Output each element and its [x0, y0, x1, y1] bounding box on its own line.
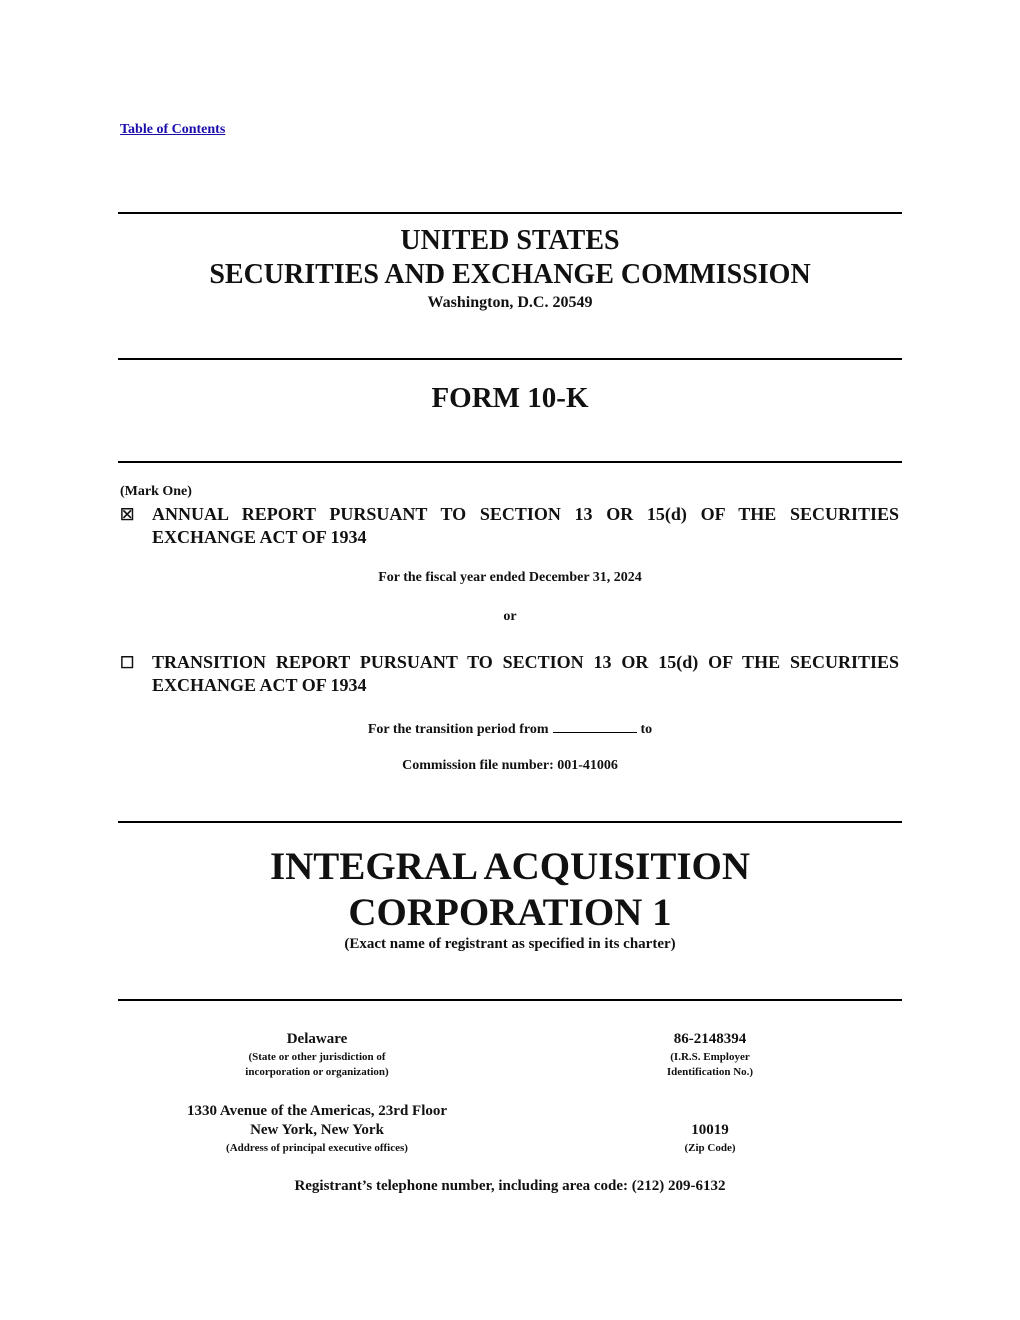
- zip-code-value: 10019: [691, 1122, 729, 1138]
- transition-period-line: [118, 718, 902, 738]
- zip-code-caption: (Zip Code): [684, 1142, 736, 1154]
- state-value: Delaware: [286, 1031, 348, 1047]
- irs-caption-line1: (I.R.S. Employer: [670, 1051, 750, 1063]
- state-caption-line2: incorporation or organization): [245, 1066, 389, 1078]
- commission-file-number: Commission file number: 001-41006: [402, 758, 618, 773]
- annual-report-checkbox[interactable]: ☒: [120, 507, 135, 524]
- header-united-states: UNITED STATES: [400, 225, 620, 256]
- transition-period-blank: [553, 718, 637, 733]
- registrant-name-line2: CORPORATION 1: [348, 891, 672, 934]
- transition-report-label: TRANSITION REPORT PURSUANT TO SECTION 13 OR 15(d) OF THE SECURITIES EXCHANGE ACT OF 1934: [152, 652, 899, 695]
- mark-one-label: (Mark One): [120, 484, 192, 499]
- telephone-line: Registrant’s telephone number, including area code: (212) 209-6132: [294, 1178, 726, 1194]
- address-line2: New York, New York: [250, 1122, 384, 1138]
- transition-period-to: to: [640, 722, 653, 737]
- divider: [118, 821, 902, 823]
- state-caption-line1: (State or other jurisdiction of: [248, 1051, 386, 1063]
- divider: [118, 212, 902, 214]
- or-separator: or: [503, 609, 517, 624]
- annual-report-text: ANNUAL REPORT PURSUANT TO SECTION 13 OR 15(d) OF THE SECURITIES EXCHANGE ACT OF 1934: [152, 504, 899, 547]
- table-of-contents-link[interactable]: Table of Contents: [120, 122, 226, 137]
- fiscal-year-line: For the fiscal year ended December 31, 2024: [378, 570, 642, 585]
- registrant-name-line1: INTEGRAL ACQUISITION: [269, 845, 751, 888]
- divider: [118, 999, 902, 1001]
- divider: [118, 358, 902, 360]
- address-caption: (Address of principal executive offices): [226, 1142, 408, 1154]
- transition-report-checkbox[interactable]: ☐: [120, 655, 135, 672]
- irs-number-value: 86-2148394: [673, 1031, 747, 1047]
- header-location: Washington, D.C. 20549: [427, 294, 593, 311]
- transition-report-text: [152, 651, 899, 697]
- transition-period-prefix: For the transition period from: [367, 722, 549, 737]
- registrant-name-caption: (Exact name of registrant as specified in its charter): [344, 936, 676, 952]
- header-sec: SECURITIES AND EXCHANGE COMMISSION: [209, 259, 811, 290]
- irs-caption-line2: Identification No.): [666, 1066, 754, 1078]
- form-title: FORM 10-K: [431, 382, 589, 414]
- address-line1: 1330 Avenue of the Americas, 23rd Floor: [186, 1103, 448, 1119]
- divider: [118, 461, 902, 463]
